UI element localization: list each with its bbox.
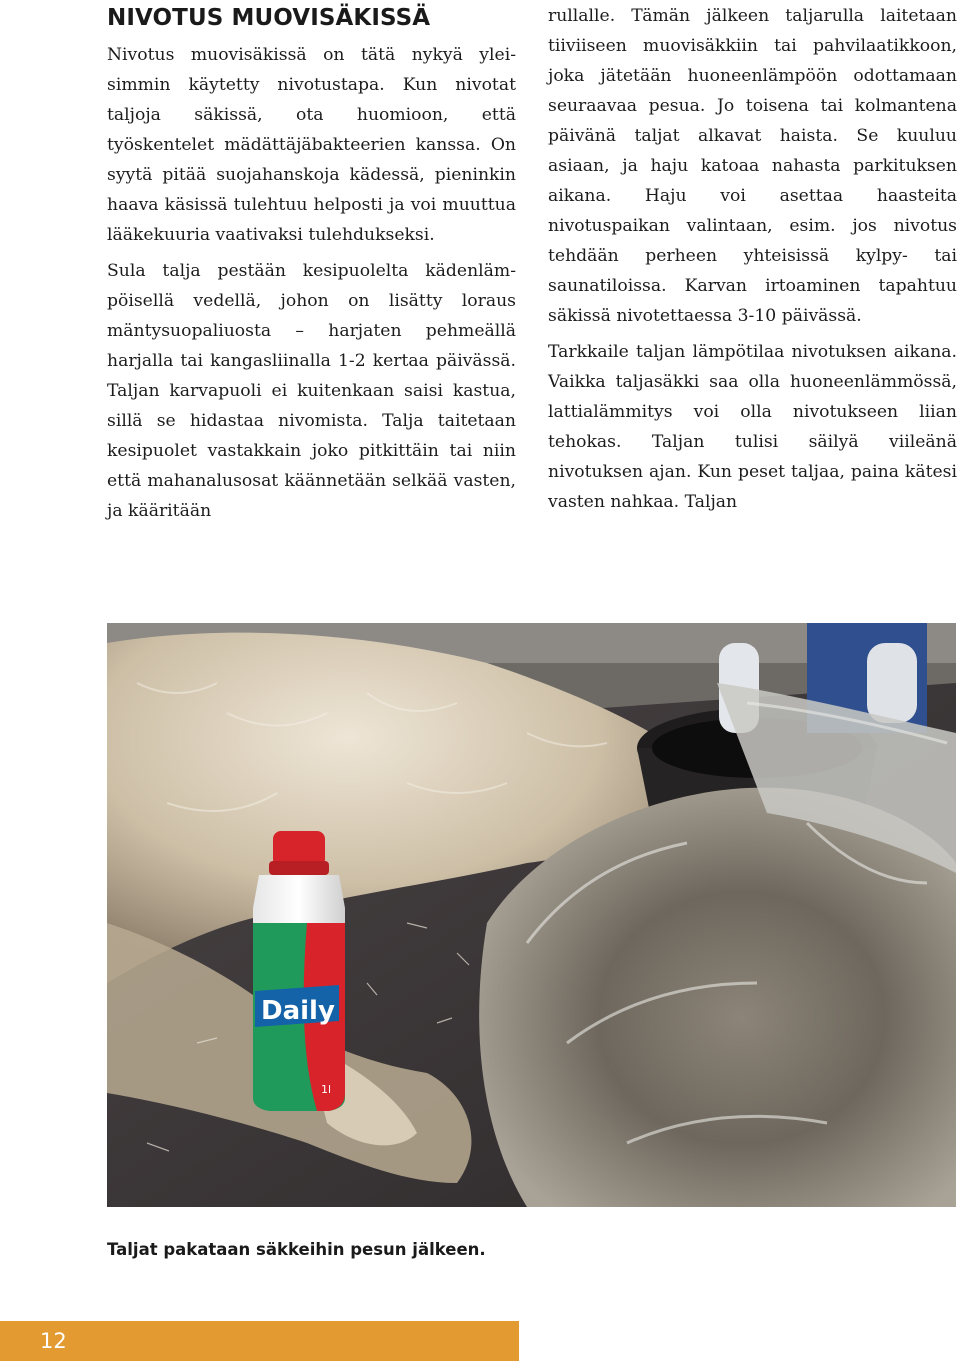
- bottle-volume: 1l: [321, 1083, 332, 1096]
- photo-hides-packed-in-bags: [107, 623, 956, 1207]
- page-number: 12: [40, 1329, 67, 1353]
- paragraph: rullalle. Tämän jälkeen taljarulla laitetaan tiiviiseen muovisäkkiin tai pahvilaatikkoon, joka jätetään huoneenlämpöön odottamaan seuraavaa pesua. Jo toisena tai kolmantena päivänä taljat alkavat haista. Se kuuluu asiaan, ja haju katoaa nahasta parkituksen aikana. Haju voi asettaa haasteita nivotuspaikan valintaan, esim. jos nivotus tehdään perheen yhteisissä kylpy- tai saunatiloissa. Karvan irtoaminen tapahtuu säkissä nivotettaessa 3-10 päivässä.: [548, 6, 957, 326]
- paragraph: Tarkkaile taljan lämpötilaa nivotuksen aikana. Vaikka taljasäkki saa olla huoneenlämmössä, lattialämmitys voi olla nivotukseen liian tehokas. Taljan tulisi säilyä viileänä nivotuksen ajan. Kun peset taljaa, paina kätesi vasten nahkaa. Taljan: [548, 342, 957, 512]
- right-text-column: [548, 1, 957, 523]
- figure-caption: Taljat pakataan säkkeihin pesun jälkeen.: [107, 1240, 486, 1259]
- left-text-column: [107, 40, 516, 532]
- bottle-label: Daily: [261, 996, 335, 1026]
- section-heading: NIVOTUS MUOVISÄKISSÄ: [107, 5, 431, 31]
- paragraph: Sula talja pestään kesipuolelta kädenlämpöisellä vedellä, johon on lisätty loraus mäntysuopaliuosta – harjaten pehmeällä harjalla tai kangasliinalla 1-2 kertaa päivässä. Taljan karvapuoli ei kuitenkaan saisi kastua, sillä se hidastaa nivomista. Talja taitetaan kesipuolet vastakkain joko pitkittäin tai niin että mahanalusosat käännetään selkää vasten, ja kääritään: [107, 261, 516, 521]
- paragraph: Nivotus muovisäkissä on tätä nykyä yleisimmin käytetty nivotustapa. Kun nivotat taljoja säkissä, ota huomioon, että työskentelet mädättäjäbakteerien kanssa. On syytä pitää suojahanskoja kädessä, pieninkin haava käsissä tulehtuu helposti ja voi muuttua lääkekuuria vaativaksi tulehdukseksi.: [107, 45, 516, 245]
- page-number-bar: [0, 1321, 519, 1361]
